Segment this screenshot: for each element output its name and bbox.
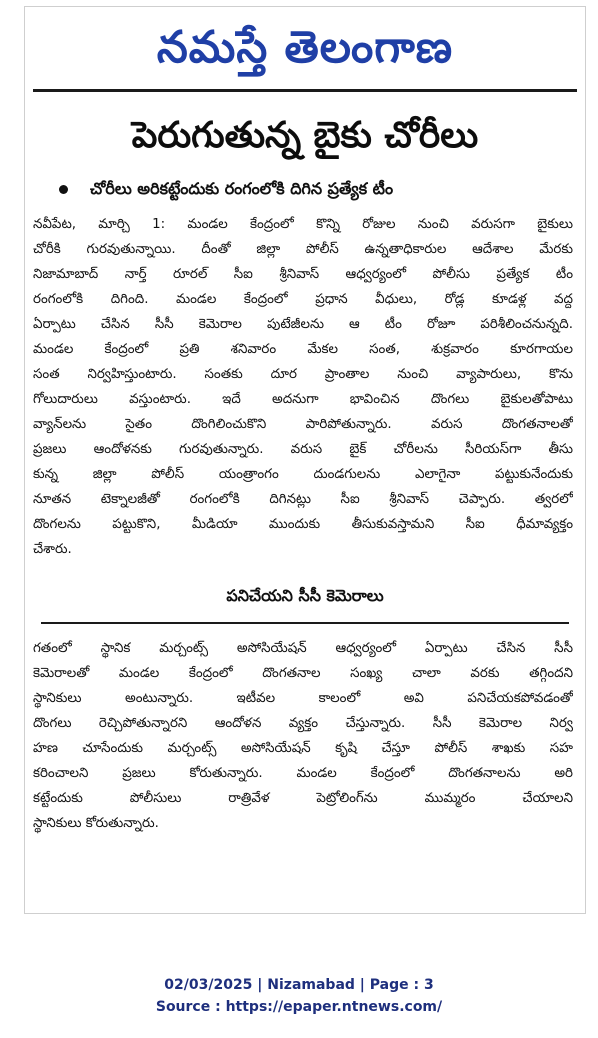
page-footer [0, 974, 598, 1018]
text-line: ఏర్పాటు చేసిన సీసీ కెమెరాల పుటేజీలను ఆ టీం రోజూ పరిశీలించనున్నది. [33, 317, 573, 332]
masthead [25, 7, 585, 89]
article-headline: పెరుగుతున్న బైకు చోరీలు [131, 115, 479, 156]
section-heading: పనిచేయని సీసీ కెమెరాలు [226, 586, 384, 605]
text-line: దొంగలు రెచ్చిపోతున్నారని ఆందోళన వ్యక్తం చేస్తున్నారు. సీసీ కెమెరాల నిర్వ [33, 716, 573, 731]
article-subheadline [59, 178, 573, 200]
text-line: గోలుదారులు వస్తుంటారు. ఇదే అదనుగా భావించిన దొంగలు బైకులతోపాటు [33, 392, 573, 407]
bullet-icon [59, 185, 68, 194]
text-line: రంగంలోకి దిగింది. మండల కేంద్రంలో ప్రధాన వీధులు, రోడ్ల కూడళ్ల వద్ద [33, 292, 573, 307]
text-line: నవీపేట, మార్చి 1: మండల కేంద్రంలో కొన్ని రోజుల నుంచి వరుసగా బైకులు [33, 217, 573, 232]
text-line: చోరీకి గురవుతున్నాయి. దీంతో జిల్లా పోలీస్ ఉన్నతాధికారుల ఆదేశాల మేరకు [33, 242, 573, 257]
text-line: గతంలో స్థానిక మర్చంట్స్ అసోసియేషన్ ఆధ్వర్యంలో ఏర్పాటు చేసిన సీసీ [33, 641, 573, 656]
text-line: హణ చూసేందుకు మర్చంట్స్ అసోసియేషన్ కృషి చేస్తూ పోలీస్ శాఖకు సహ [33, 741, 573, 756]
text-line: కట్టేందుకు పోలీసులు రాత్రివేళ పెట్రోలింగ్‌ను ముమ్మరం చేయాలని [33, 791, 573, 806]
article-clipping [24, 6, 586, 914]
text-line: దొంగలను పట్టుకొని, మీడియా ముందుకు తీసుకువస్తామని సీఐ ధీమావ్యక్తం [33, 517, 573, 532]
text-line: చేశారు. [33, 542, 72, 557]
subheadline-text: చోరీలు అరికట్టేందుకు రంగంలోకి దిగిన ప్రత్యేక టీం [90, 179, 394, 198]
text-line: వ్యాన్‌లను సైతం దొంగిలించుకొని పారిపోతున్నారు. వరుస దొంగతనాలతో [33, 417, 573, 432]
text-line: మండల కేంద్రంలో ప్రతి శనివారం మేకల సంత, శుక్రవారం కూరగాయల [33, 342, 573, 357]
masthead-divider [33, 89, 577, 92]
text-line: ప్రజలు ఆందోళనకు గురవుతున్నారు. వరుస బైక్ చోరీలను సీరియస్‌గా తీసు [33, 442, 573, 457]
text-line: కెమెరాలతో మండల కేంద్రంలో దొంగతనాల సంఖ్య చాలా వరకు తగ్గిందని [33, 666, 573, 681]
footer-meta: 02/03/2025 | Nizamabad | Page : 3 [164, 977, 434, 993]
text-line: సంత నిర్వహిస్తుంటారు. సంతకు దూర ప్రాంతాల నుంచి వ్యాపారులు, కొను [33, 367, 573, 382]
text-line: కరించాలని ప్రజలు కోరుతున్నారు. మండల కేంద్రంలో దొంగతనాలను అరి [33, 766, 573, 781]
newspaper-logo: నమస్తే తెలంగాణ [156, 22, 454, 73]
footer-source: Source : https://epaper.ntnews.com/ [155, 999, 443, 1015]
text-line: స్థానికులు కోరుతున్నారు. [33, 816, 159, 831]
text-line: నూతన టెక్నాలజీతో రంగంలోకి దిగినట్లు సీఐ శ్రీనివాస్ చెప్పారు. త్వరలో [33, 492, 573, 507]
text-line: స్థానికులు అంటున్నారు. ఇటీవల కాలంలో అవి పనిచేయకపోవడంతో [33, 691, 573, 706]
text-line: కున్న జిల్లా పోలీస్ యంత్రాంగం దుండగులను ఎలాగైనా పట్టుకునేందుకు [33, 467, 573, 482]
section-divider [41, 622, 569, 624]
article-paragraph-2 [33, 636, 573, 836]
text-line: నిజామాబాద్ నార్త్ రూరల్ సీఐ శ్రీనివాస్ ఆధ్వర్యంలో పోలీసు ప్రత్యేక టీం [33, 267, 573, 282]
article-paragraph-1 [33, 212, 573, 562]
